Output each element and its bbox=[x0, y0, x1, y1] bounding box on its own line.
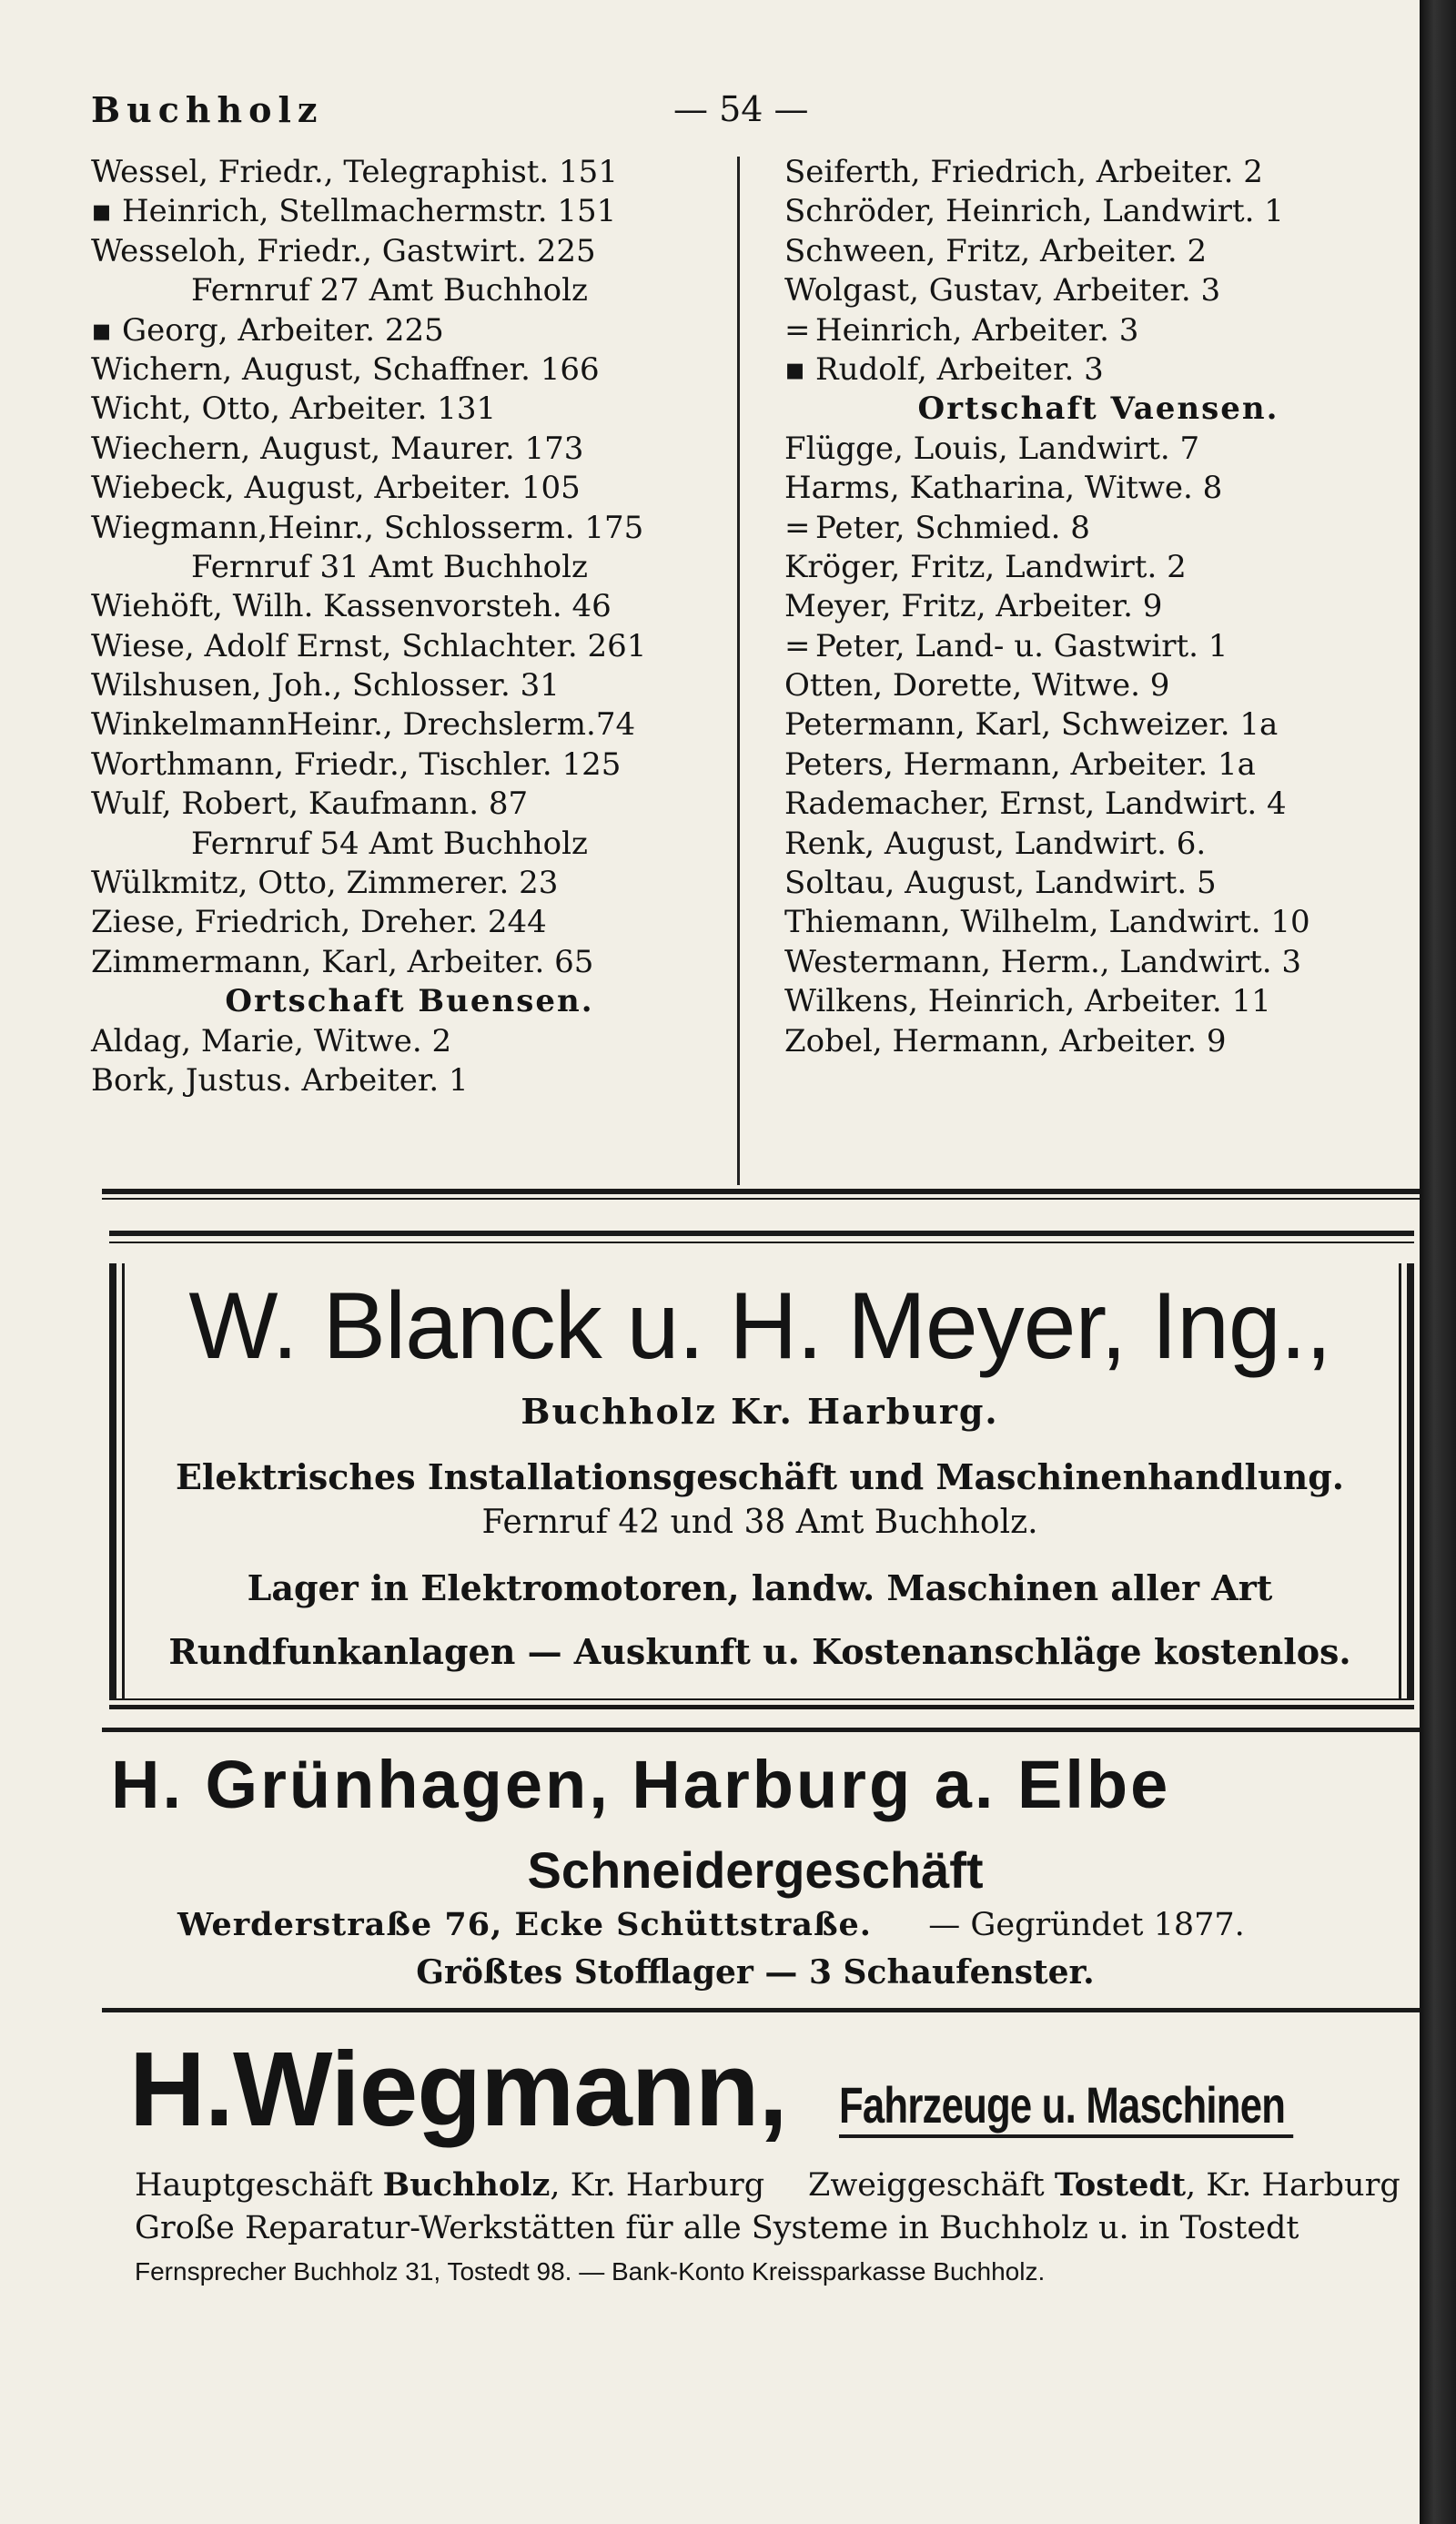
ad-branch-suffix: , Kr. Harburg bbox=[1185, 2167, 1400, 2204]
entry-text: Flügge, Louis, Landwirt. 7 bbox=[784, 430, 1200, 467]
entry-text: WinkelmannHeinr., Drechslerm.74 bbox=[91, 706, 636, 744]
entry-text: Aldag, Marie, Witwe. 2 bbox=[91, 1022, 452, 1059]
advertisement-blanck-meyer bbox=[100, 1231, 1420, 1713]
directory-entry bbox=[784, 627, 1412, 666]
directory-entry bbox=[784, 509, 1412, 548]
ad-phone: Fernruf 42 und 38 Amt Buchholz. bbox=[481, 1504, 1038, 1541]
entry-text: Rademacher, Ernst, Landwirt. 4 bbox=[784, 786, 1287, 823]
advertisement-wiegmann bbox=[91, 2024, 1420, 2498]
directory-entry bbox=[91, 232, 728, 271]
directory-entry bbox=[784, 311, 1412, 350]
entry-text: Kröger, Fritz, Landwirt. 2 bbox=[784, 548, 1187, 585]
entry-text: Rudolf, Arbeiter. 3 bbox=[815, 350, 1104, 388]
entry-text: Wilshusen, Joh., Schlosser. 31 bbox=[91, 667, 560, 704]
page-number: — 54 — bbox=[673, 89, 809, 129]
directory-entry bbox=[784, 469, 1412, 508]
directory-entry bbox=[784, 666, 1412, 705]
entry-text: Worthmann, Friedr., Tischler. 125 bbox=[91, 745, 622, 783]
entry-text: Wilkens, Heinrich, Arbeiter. 11 bbox=[784, 983, 1271, 1020]
entry-text: Fernruf 54 Amt Buchholz bbox=[191, 825, 588, 862]
entry-text: Peters, Hermann, Arbeiter. 1a bbox=[784, 745, 1256, 783]
directory-entry bbox=[91, 666, 728, 705]
ditto-mark: ▪ bbox=[91, 193, 113, 230]
ditto-mark: = bbox=[784, 311, 811, 349]
directory-entry bbox=[784, 825, 1412, 864]
separator-rule-thin bbox=[102, 1198, 1420, 1200]
ad-headquarters bbox=[135, 2166, 764, 2204]
ad-stock: Größtes Stofflager — 3 Schaufenster. bbox=[416, 1953, 1095, 1992]
ad-address-line bbox=[177, 1906, 1245, 1943]
separator-rule bbox=[102, 1728, 1420, 1732]
ad-workshops: Große Reparatur-Werkstätten für alle Systeme in Buchholz u. in Tostedt bbox=[135, 2210, 1299, 2246]
directory-entry bbox=[91, 350, 728, 390]
directory-entry bbox=[784, 864, 1412, 903]
directory-entry bbox=[784, 232, 1412, 271]
ad-name: H. Grünhagen, Harburg a. Elbe bbox=[111, 1747, 1171, 1822]
ad-trade: Schneidergeschäft bbox=[527, 1841, 984, 1899]
directory-entry bbox=[91, 311, 728, 350]
entry-text: Thiemann, Wilhelm, Landwirt. 10 bbox=[784, 904, 1310, 941]
entry-text: Ortschaft Buensen. bbox=[225, 983, 594, 1020]
ad-branch-place: Tostedt bbox=[1054, 2166, 1186, 2204]
entry-text: Otten, Dorette, Witwe. 9 bbox=[784, 667, 1170, 704]
ad-radio: Rundfunkanlagen — Auskunft u. Kostenanschläge kostenlos. bbox=[168, 1631, 1351, 1672]
directory-entry bbox=[91, 1061, 728, 1100]
right-column bbox=[784, 153, 1412, 1061]
directory-entry bbox=[784, 1022, 1412, 1061]
directory-entry bbox=[784, 153, 1412, 192]
entry-text: Georg, Arbeiter. 225 bbox=[122, 311, 444, 349]
ditto-mark: ▪ bbox=[784, 350, 806, 388]
directory-entry bbox=[91, 745, 728, 785]
ad-title: W. Blanck u. H. Meyer, Ing., bbox=[188, 1273, 1331, 1379]
entry-text: Westermann, Herm., Landwirt. 3 bbox=[784, 943, 1302, 980]
entry-text: Wicht, Otto, Arbeiter. 131 bbox=[91, 390, 497, 428]
section-heading bbox=[784, 390, 1412, 429]
ad-frame bbox=[109, 1698, 1414, 1700]
directory-entry bbox=[91, 509, 728, 548]
entry-text: Wiehöft, Wilh. Kassenvorsteh. 46 bbox=[91, 588, 612, 625]
ad-business: Elektrisches Installationsgeschäft und Maschinenhandlung. bbox=[175, 1456, 1345, 1497]
entry-text: Seiferth, Friedrich, Arbeiter. 2 bbox=[784, 154, 1263, 190]
entry-text: Zobel, Hermann, Arbeiter. 9 bbox=[784, 1022, 1227, 1059]
entry-continuation bbox=[91, 271, 728, 310]
entry-text: Petermann, Karl, Schweizer. 1a bbox=[784, 706, 1279, 744]
ad-stock: Lager in Elektromotoren, landw. Maschinen aller Art bbox=[247, 1567, 1273, 1608]
ad-frame bbox=[109, 1705, 1414, 1709]
ditto-mark: = bbox=[784, 509, 811, 546]
section-heading bbox=[91, 982, 728, 1021]
directory-entry bbox=[784, 430, 1412, 469]
ad-address: Werderstraße 76, Ecke Schüttstraße. bbox=[177, 1906, 872, 1943]
ad-location: Buchholz Kr. Harburg. bbox=[521, 1391, 999, 1432]
ad-hq-place: Buchholz bbox=[382, 2166, 551, 2204]
entry-text: Wulf, Robert, Kaufmann. 87 bbox=[91, 786, 529, 823]
directory-entry bbox=[91, 430, 728, 469]
entry-text: Meyer, Fritz, Arbeiter. 9 bbox=[784, 588, 1163, 625]
separator-rule bbox=[102, 2008, 1420, 2012]
directory-entry bbox=[784, 350, 1412, 390]
ditto-mark: = bbox=[784, 627, 811, 664]
directory-entry bbox=[91, 627, 728, 666]
directory-entry bbox=[784, 548, 1412, 587]
directory-entry bbox=[784, 982, 1412, 1021]
entry-continuation bbox=[91, 548, 728, 587]
directory-entry bbox=[91, 469, 728, 508]
entry-text: Peter, Land- u. Gastwirt. 1 bbox=[815, 627, 1228, 664]
ad-branch-prefix: Zweiggeschäft bbox=[808, 2167, 1055, 2204]
directory-entry bbox=[784, 705, 1412, 745]
directory-entry bbox=[91, 1022, 728, 1061]
directory-entry bbox=[91, 705, 728, 745]
separator-rule bbox=[102, 1189, 1420, 1194]
directory-entry bbox=[91, 943, 728, 982]
entry-text: Peter, Schmied. 8 bbox=[815, 509, 1090, 546]
entry-text: Wessel, Friedr., Telegraphist. 151 bbox=[91, 154, 618, 190]
column-divider bbox=[737, 157, 740, 1185]
directory-entry bbox=[91, 587, 728, 626]
entry-text: Wesseloh, Friedr., Gastwirt. 225 bbox=[91, 232, 596, 269]
entry-text: Wiechern, August, Maurer. 173 bbox=[91, 430, 584, 467]
directory-entry bbox=[91, 390, 728, 429]
ditto-mark: ▪ bbox=[91, 311, 113, 349]
entry-text: Renk, August, Landwirt. 6. bbox=[784, 825, 1207, 862]
directory-entry bbox=[784, 903, 1412, 942]
entry-text: Ziese, Friedrich, Dreher. 244 bbox=[91, 904, 547, 941]
entry-text: Soltau, August, Landwirt. 5 bbox=[784, 865, 1217, 902]
entry-text: Bork, Justus. Arbeiter. 1 bbox=[91, 1061, 469, 1099]
page-edge bbox=[1420, 0, 1456, 2524]
directory-entry bbox=[91, 192, 728, 231]
ad-tagline: Fahrzeuge u. Maschinen bbox=[839, 2075, 1293, 2138]
entry-text: Wiebeck, August, Arbeiter. 105 bbox=[91, 470, 581, 507]
ad-frame bbox=[109, 1242, 1414, 1243]
ad-hq-suffix: , Kr. Harburg bbox=[550, 2167, 765, 2204]
directory-entry bbox=[91, 903, 728, 942]
ad-founded: — Gegründet 1877. bbox=[928, 1907, 1245, 1943]
entry-text: Wiegmann,Heinr., Schlosserm. 175 bbox=[91, 509, 644, 546]
entry-text: Heinrich, Arbeiter. 3 bbox=[815, 311, 1139, 349]
directory-entry bbox=[784, 192, 1412, 231]
entry-text: Schween, Fritz, Arbeiter. 2 bbox=[784, 232, 1208, 269]
entry-text: Fernruf 27 Amt Buchholz bbox=[191, 272, 588, 309]
entry-text: Zimmermann, Karl, Arbeiter. 65 bbox=[91, 943, 594, 980]
directory-entry bbox=[784, 271, 1412, 310]
entry-text: Heinrich, Stellmachermstr. 151 bbox=[122, 193, 617, 230]
ad-hq-prefix: Hauptgeschäft bbox=[135, 2167, 383, 2204]
ad-frame bbox=[109, 1231, 1414, 1236]
ad-name: H.Wiegmann, bbox=[129, 2030, 787, 2148]
entry-continuation bbox=[91, 825, 728, 864]
entry-text: Fernruf 31 Amt Buchholz bbox=[191, 548, 588, 585]
entry-text: Schröder, Heinrich, Landwirt. 1 bbox=[784, 193, 1284, 230]
entry-text: Wiese, Adolf Ernst, Schlachter. 261 bbox=[91, 627, 647, 664]
ad-branch bbox=[808, 2166, 1400, 2204]
directory-entry bbox=[784, 745, 1412, 785]
entry-text: Ortschaft Vaensen. bbox=[917, 390, 1279, 428]
directory-entry bbox=[784, 943, 1412, 982]
entry-text: Wolgast, Gustav, Arbeiter. 3 bbox=[784, 272, 1221, 309]
entry-text: Wichern, August, Schaffner. 166 bbox=[91, 350, 600, 388]
advertisement-gruenhagen bbox=[91, 1746, 1420, 2001]
directory-entry bbox=[91, 785, 728, 824]
ad-contact: Fernsprecher Buchholz 31, Tostedt 98. — Bank-Konto Kreissparkasse Buchholz. bbox=[135, 2257, 1046, 2286]
directory-entry bbox=[784, 587, 1412, 626]
header-place: Buchholz bbox=[91, 89, 324, 130]
entry-text: Wülkmitz, Otto, Zimmerer. 23 bbox=[91, 865, 559, 902]
directory-entry bbox=[91, 153, 728, 192]
entry-text: Harms, Katharina, Witwe. 8 bbox=[784, 470, 1223, 507]
left-column bbox=[91, 153, 728, 1100]
page-header bbox=[91, 89, 1383, 144]
directory-entry bbox=[91, 864, 728, 903]
directory-entry bbox=[784, 785, 1412, 824]
